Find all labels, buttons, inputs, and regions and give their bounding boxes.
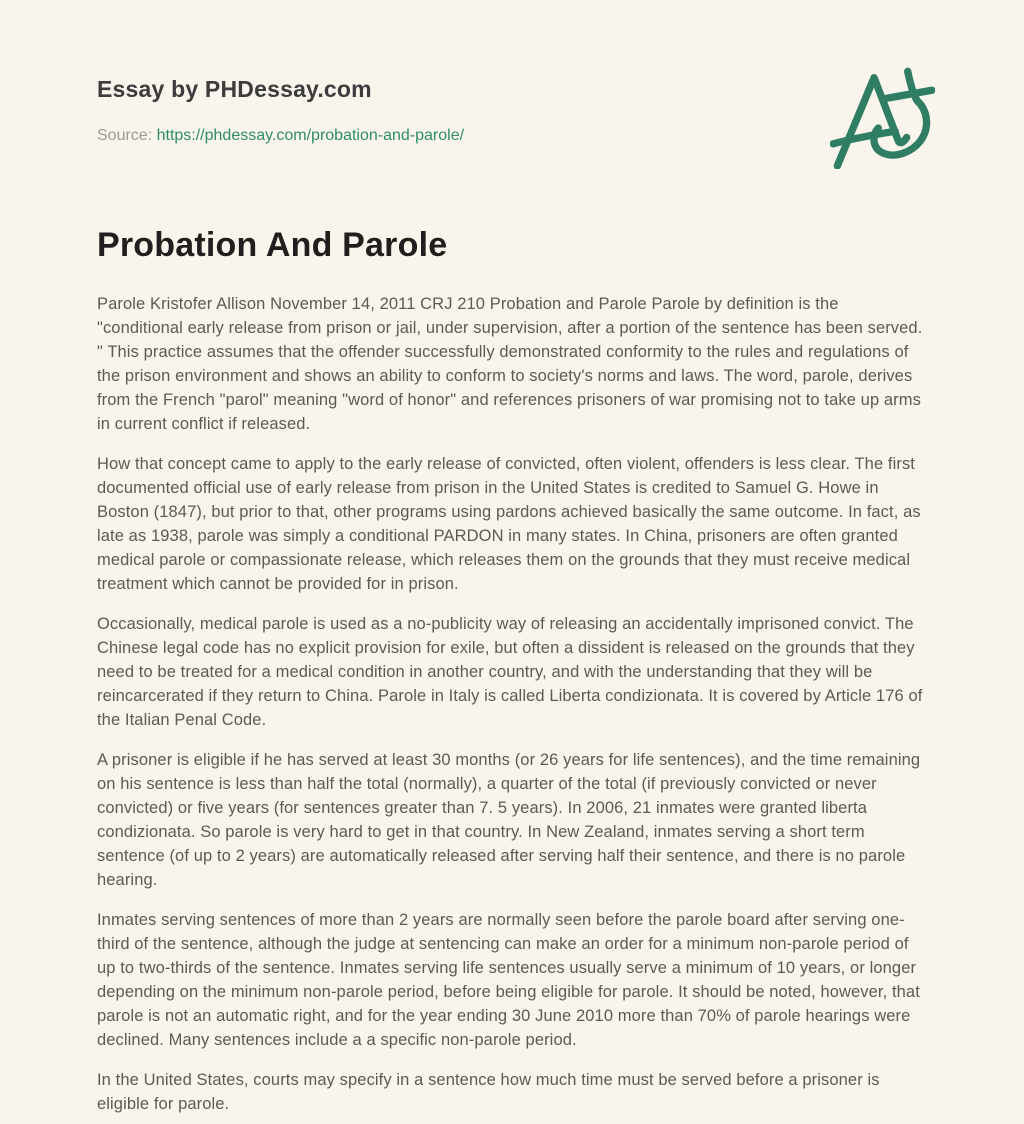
page-title: Probation And Parole xyxy=(97,226,448,264)
essay-main xyxy=(97,225,927,1116)
essay-paragraph: In the United States, courts may specify in a sentence how much time must be served before a prisoner is eligible for parole. xyxy=(97,1071,880,1113)
source-label: Source: xyxy=(97,127,153,144)
essay-paragraph: A prisoner is eligible if he has served at least 30 months (or 26 years for life sentences), and the time remaining on his sentence is less than half the total (normally), a quarter of the total (if previously convicted or never convicted) or five years (for sentences greater than 7. 5 years). In 2006, 21 inmates were granted liberta condizionata. So parole is very hard to get in that country. In New Zealand, inmates serving a short term sentence (of up to 2 years) are automatically released after serving half their sentence, and there is no parole hearing. xyxy=(97,751,921,889)
essay-paragraph: Inmates serving sentences of more than 2 years are normally seen before the parole board after serving one-third of the sentence, although the judge at sentencing can make an order for a minimum non-parole period of up to two-thirds of the sentence. Inmates serving life sentences usually serve a minimum of 10 years, or longer depending on the minimum non-parole period, before being eligible for parole. It should be noted, however, that parole is not an automatic right, and for the year ending 30 June 2010 more than 70% of parole hearings were declined. Many sentences include a a specific non-parole period. xyxy=(97,911,920,1049)
source-link[interactable]: https://phdessay.com/probation-and-parole/ xyxy=(156,127,465,144)
source-line xyxy=(97,127,927,145)
essay-body xyxy=(97,292,927,1116)
essay-paragraph: How that concept came to apply to the early release of convicted, often violent, offenders is less clear. The first documented official use of early release from prison in the United States is credited to Samuel G. Howe in Boston (1847), but prior to that, other programs using pardons achieved basically the same outcome. In fact, as late as 1938, parole was simply a conditional PARDON in many states. In China, prisoners are often granted medical parole or compassionate release, which releases them on the grounds that they must receive medical treatment which cannot be provided for in prison. xyxy=(97,455,921,593)
phdessay-a-plus-logo-icon xyxy=(830,64,935,169)
essay-paragraph: Parole Kristofer Allison November 14, 2011 CRJ 210 Probation and Parole Parole by definition is the "conditional early release from prison or jail, under supervision, after a portion of the sentence has been served. " This practice assumes that the offender successfully demonstrated conformity to the rules and regulations of the prison environment and shows an ability to conform to society's norms and laws. The word, parole, derives from the French "parol" meaning "word of honor" and references prisoners of war promising not to take up arms in current conflict if released. xyxy=(97,295,923,433)
header-title: Essay by PHDessay.com xyxy=(97,76,372,102)
document-header xyxy=(97,76,927,145)
essay-paragraph: Occasionally, medical parole is used as a no-publicity way of releasing an accidentally imprisoned convict. The Chinese legal code has no explicit provision for exile, but often a dissident is released on the grounds that they need to be treated for a medical condition in another country, and with the understanding that they will be reincarcerated if they return to China. Parole in Italy is called Liberta condizionata. It is covered by Article 176 of the Italian Penal Code. xyxy=(97,615,923,729)
